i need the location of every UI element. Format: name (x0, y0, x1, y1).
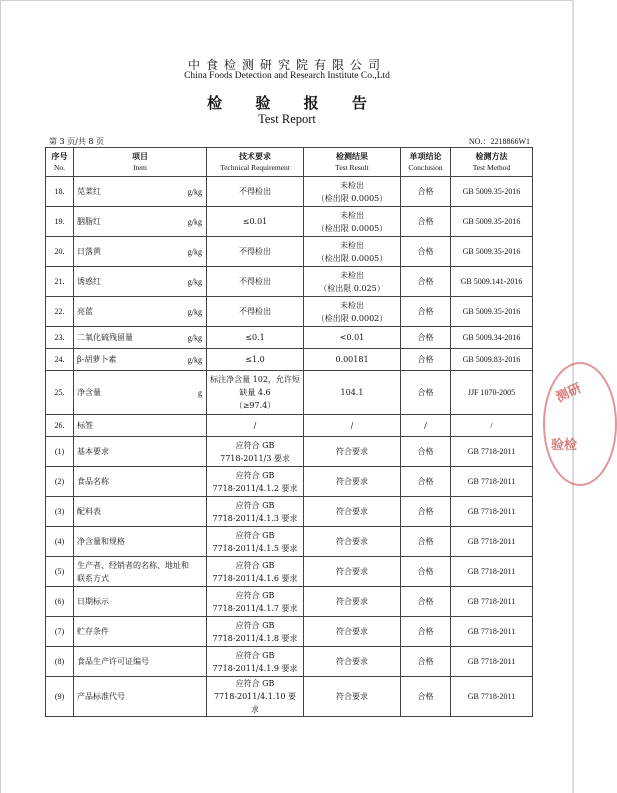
item-name: 产品标准代号 (77, 692, 125, 701)
result-cell (304, 557, 401, 587)
requirement-text-line2: 7718-2011/4.1.2 要求 (212, 483, 298, 493)
table-row (46, 677, 533, 717)
test-method-text: GB 7718-2011 (467, 657, 516, 666)
item-name: 基本要求 (77, 447, 109, 456)
row-number: 25. (54, 388, 65, 397)
requirement-text: 应符合 GB (235, 590, 275, 600)
conclusion-text: / (424, 421, 427, 430)
item-name: 贮存条件 (77, 627, 109, 636)
row-number: 21. (54, 277, 65, 286)
requirement-cell (207, 527, 304, 557)
item-cell (74, 467, 207, 497)
result-text: 104.1 (340, 388, 364, 397)
conclusion-cell (401, 371, 451, 415)
requirement-text: 应符合 GB (235, 440, 275, 450)
test-method-text: GB 7718-2011 (467, 537, 516, 546)
method-cell (451, 237, 533, 267)
test-method-text: GB 7718-2011 (467, 597, 516, 606)
row-number: (4) (54, 537, 65, 546)
conclusion-text: 合格 (417, 277, 434, 286)
detection-limit-text: （检出限 0.0005） (316, 253, 388, 263)
result-cell (304, 587, 401, 617)
row-number: (6) (54, 597, 65, 606)
item-name-line2: 联系方式 (77, 573, 109, 583)
table-row (46, 647, 533, 677)
method-cell (451, 415, 533, 437)
table-row (46, 557, 533, 587)
requirement-text: ≤0.1 (245, 333, 265, 342)
page-border-top (0, 0, 574, 1)
conclusion-text: 合格 (417, 247, 434, 256)
table-row (46, 237, 533, 267)
row-number: (1) (54, 447, 65, 456)
result-text: 未检出 (340, 180, 364, 190)
test-results-table (45, 147, 533, 717)
item-name: 生产者、经销者的名称、地址和 (77, 560, 189, 570)
test-method-text: GB 5009.141-2016 (460, 277, 523, 286)
test-method-text: GB 5009.35-2016 (462, 187, 521, 196)
item-cell (74, 677, 207, 717)
item-unit: g/kg (187, 277, 202, 286)
column-header-item: 项目 Item (74, 148, 207, 177)
result-cell (304, 437, 401, 467)
requirement-text: 标注净含量 102，允许短 (210, 375, 300, 384)
detection-limit-text: （检出限 0.0005） (316, 223, 388, 233)
row-number: 19. (54, 217, 65, 226)
item-cell (74, 327, 207, 349)
table-row (46, 587, 533, 617)
row-number: (5) (54, 567, 65, 576)
row-number: (3) (54, 507, 65, 516)
requirement-text: 应符合 GB (235, 560, 275, 570)
result-text: 符合要求 (336, 692, 368, 701)
item-cell (74, 297, 207, 327)
row-number-cell (46, 415, 74, 437)
item-cell (74, 237, 207, 267)
item-unit: g/kg (187, 217, 202, 226)
conclusion-cell (401, 527, 451, 557)
requirement-text-line2: 7718-2011/4.1.6 要求 (212, 573, 298, 583)
requirement-text: 不得检出 (239, 247, 271, 256)
row-number-cell (46, 207, 74, 237)
detection-limit-text: （检出限 0.025） (319, 283, 385, 293)
conclusion-text: 合格 (417, 388, 434, 397)
item-cell (74, 497, 207, 527)
conclusion-cell (401, 349, 451, 371)
row-number: (9) (54, 692, 65, 701)
requirement-text: 应符合 GB (235, 679, 275, 688)
row-number-cell (46, 267, 74, 297)
table-row (46, 177, 533, 207)
conclusion-cell (401, 437, 451, 467)
conclusion-cell (401, 647, 451, 677)
table-row (46, 207, 533, 237)
report-title-cn: 检 验 报 告 (207, 94, 381, 112)
table-row (46, 371, 533, 415)
method-cell (451, 267, 533, 297)
requirement-cell (207, 587, 304, 617)
row-number-cell (46, 647, 74, 677)
result-text: 符合要求 (336, 657, 368, 666)
test-method-text: GB 7718-2011 (467, 477, 516, 486)
method-cell (451, 371, 533, 415)
table-row (46, 467, 533, 497)
item-unit: g (198, 388, 202, 397)
table-row (46, 617, 533, 647)
row-number: (7) (54, 627, 65, 636)
row-number: 23. (54, 333, 65, 342)
test-method-text: GB 5009.35-2016 (462, 307, 521, 316)
item-cell (74, 207, 207, 237)
test-method-text: GB 7718-2011 (467, 567, 516, 576)
requirement-text-line2: 缺量 4.6 (239, 388, 271, 397)
result-cell (304, 527, 401, 557)
conclusion-cell (401, 415, 451, 437)
row-number-cell (46, 617, 74, 647)
result-cell (304, 415, 401, 437)
method-cell (451, 467, 533, 497)
item-name: 亮蓝 (77, 307, 93, 316)
conclusion-cell (401, 557, 451, 587)
conclusion-cell (401, 587, 451, 617)
item-name: 食品生产许可证编号 (77, 657, 149, 666)
item-cell (74, 557, 207, 587)
result-cell (304, 371, 401, 415)
test-method-text: GB 7718-2011 (467, 507, 516, 516)
method-cell (451, 177, 533, 207)
item-cell (74, 587, 207, 617)
conclusion-text: 合格 (417, 597, 434, 606)
test-method-text: GB 5009.35-2016 (462, 247, 521, 256)
conclusion-cell (401, 297, 451, 327)
row-number-cell (46, 587, 74, 617)
conclusion-cell (401, 267, 451, 297)
row-number: (2) (54, 477, 65, 486)
result-cell (304, 297, 401, 327)
method-cell (451, 527, 533, 557)
method-cell (451, 677, 533, 717)
requirement-text-line3: （≥97.4） (234, 401, 276, 410)
method-cell (451, 587, 533, 617)
conclusion-cell (401, 327, 451, 349)
result-cell (304, 647, 401, 677)
row-number-cell (46, 177, 74, 207)
result-text: 未检出 (340, 210, 364, 220)
row-number: 26. (54, 421, 65, 430)
conclusion-cell (401, 207, 451, 237)
requirement-cell (207, 437, 304, 467)
requirement-text: 应符合 GB (235, 530, 275, 540)
table-row (46, 415, 533, 437)
conclusion-text: 合格 (417, 657, 434, 666)
test-method-text: GB 7718-2011 (467, 627, 516, 636)
requirement-text-line2: 7718-2011/4.1.10 要求 (213, 692, 297, 714)
conclusion-text: 合格 (417, 477, 434, 486)
result-text: / (350, 421, 354, 430)
test-method-text: GB 5009.35-2016 (462, 217, 521, 226)
method-cell (451, 297, 533, 327)
conclusion-text: 合格 (417, 187, 434, 196)
row-number-cell (46, 371, 74, 415)
result-cell (304, 327, 401, 349)
item-name: 净含量 (77, 388, 101, 397)
test-method-text: JJF 1070-2005 (467, 388, 516, 397)
result-cell (304, 467, 401, 497)
item-unit: g/kg (187, 333, 202, 342)
row-number: 18. (54, 187, 65, 196)
item-name: 诱惑红 (77, 277, 101, 286)
test-method-text: GB 5009.34-2016 (462, 333, 521, 342)
conclusion-text: 合格 (417, 627, 434, 636)
detection-limit-text: （检出限 0.0005） (316, 193, 388, 203)
institute-name-cn: 中食检测研究院有限公司 (187, 58, 386, 72)
row-number: 20. (54, 247, 65, 256)
table-row (46, 267, 533, 297)
item-cell (74, 267, 207, 297)
requirement-text-line2: 7718-2011/4.1.7 要求 (212, 603, 298, 613)
result-text: 符合要求 (336, 507, 368, 516)
table-row (46, 497, 533, 527)
requirement-text: 应符合 GB (235, 620, 275, 630)
requirement-text-line2: 7718-2011/4.1.8 要求 (212, 633, 298, 643)
table-header-row (46, 148, 533, 177)
official-seal-stamp: 测研 验检 (543, 362, 617, 486)
requirement-text-line2: 7718-2011/3 要求 (220, 453, 290, 463)
item-unit: g/kg (187, 187, 202, 196)
item-cell (74, 647, 207, 677)
result-text: <0.01 (339, 333, 365, 342)
item-name: 日期标示 (77, 597, 109, 606)
conclusion-cell (401, 467, 451, 497)
requirement-text: 不得检出 (239, 277, 271, 286)
item-name: 配料表 (77, 507, 101, 516)
method-cell (451, 327, 533, 349)
item-cell (74, 415, 207, 437)
requirement-cell (207, 267, 304, 297)
item-unit: g/kg (187, 247, 202, 256)
method-cell (451, 207, 533, 237)
item-unit: g/kg (187, 355, 202, 364)
conclusion-text: 合格 (417, 217, 434, 226)
conclusion-text: 合格 (417, 537, 434, 546)
result-text: 符合要求 (336, 597, 368, 606)
result-cell (304, 497, 401, 527)
item-name: 食品名称 (77, 477, 109, 486)
conclusion-cell (401, 497, 451, 527)
item-name: 净含量和规格 (77, 537, 125, 546)
conclusion-cell (401, 177, 451, 207)
requirement-text: 不得检出 (239, 187, 271, 196)
item-name: β-胡萝卜素 (77, 355, 117, 364)
requirement-text: 应符合 GB (235, 650, 275, 660)
item-name: 二氧化硫残留量 (77, 333, 133, 342)
requirement-text: 应符合 GB (235, 500, 275, 510)
requirement-cell (207, 327, 304, 349)
result-cell (304, 677, 401, 717)
column-header-requirement: 技术要求 Technical Requirement (207, 148, 304, 177)
row-number-cell (46, 437, 74, 467)
item-cell (74, 177, 207, 207)
result-cell (304, 349, 401, 371)
table-row (46, 297, 533, 327)
column-header-result: 检测结果 Test Result (304, 148, 401, 177)
requirement-cell (207, 207, 304, 237)
requirement-cell (207, 237, 304, 267)
requirement-text-line2: 7718-2011/4.1.9 要求 (212, 663, 298, 673)
result-text: 符合要求 (336, 567, 368, 576)
conclusion-text: 合格 (417, 333, 434, 342)
conclusion-text: 合格 (417, 567, 434, 576)
test-method-text: GB 5009.83-2016 (462, 355, 521, 364)
result-cell (304, 617, 401, 647)
result-cell (304, 207, 401, 237)
method-cell (451, 617, 533, 647)
requirement-text: ≤0.01 (242, 217, 268, 226)
row-number-cell (46, 677, 74, 717)
item-cell (74, 371, 207, 415)
conclusion-cell (401, 617, 451, 647)
column-header-conclusion: 单项结论 Conclusion (401, 148, 451, 177)
result-text: 符合要求 (336, 537, 368, 546)
table-row (46, 437, 533, 467)
result-text: 未检出 (340, 240, 364, 250)
requirement-cell (207, 647, 304, 677)
test-method-text: / (490, 421, 493, 430)
item-name: 胭脂红 (77, 217, 101, 226)
requirement-text: ≤1.0 (245, 355, 265, 364)
detection-limit-text: （检出限 0.0002） (316, 313, 388, 323)
column-header-method: 检测方法 Test Method (451, 148, 533, 177)
requirement-cell (207, 677, 304, 717)
requirement-cell (207, 349, 304, 371)
item-unit: g/kg (187, 307, 202, 316)
requirement-text-line2: 7718-2011/4.1.3 要求 (212, 513, 298, 523)
table-row (46, 349, 533, 371)
row-number: (8) (54, 657, 65, 666)
method-cell (451, 557, 533, 587)
result-cell (304, 237, 401, 267)
conclusion-text: 合格 (417, 307, 434, 316)
institute-name-en: China Foods Detection and Research Institute Co.,Ltd (184, 71, 390, 81)
item-cell (74, 437, 207, 467)
conclusion-cell (401, 237, 451, 267)
item-cell (74, 527, 207, 557)
row-number-cell (46, 467, 74, 497)
item-cell (74, 349, 207, 371)
row-number: 22. (54, 307, 65, 316)
test-method-text: GB 7718-2011 (467, 447, 516, 456)
conclusion-text: 合格 (417, 692, 434, 701)
result-cell (304, 177, 401, 207)
result-cell (304, 267, 401, 297)
requirement-cell (207, 177, 304, 207)
requirement-text-line2: 7718-2011/4.1.5 要求 (212, 543, 298, 553)
requirement-cell (207, 497, 304, 527)
report-number: NO.：2218866W1 (468, 137, 530, 146)
method-cell (451, 647, 533, 677)
requirement-cell (207, 297, 304, 327)
row-number-cell (46, 527, 74, 557)
requirement-text: 不得检出 (239, 307, 271, 316)
result-text: 0.00181 (335, 355, 369, 364)
result-text: 符合要求 (336, 447, 368, 456)
conclusion-text: 合格 (417, 355, 434, 364)
report-title-en: Test Report (258, 112, 316, 126)
requirement-text: / (253, 421, 257, 430)
row-number-cell (46, 327, 74, 349)
page-number: 第 3 页/共 8 页 (49, 137, 105, 146)
test-method-text: GB 7718-2011 (467, 692, 516, 701)
conclusion-text: 合格 (417, 507, 434, 516)
row-number: 24. (54, 355, 65, 364)
result-text: 未检出 (340, 270, 364, 280)
requirement-cell (207, 371, 304, 415)
result-text: 符合要求 (336, 627, 368, 636)
row-number-cell (46, 349, 74, 371)
method-cell (451, 497, 533, 527)
row-number-cell (46, 297, 74, 327)
row-number-cell (46, 557, 74, 587)
row-number-cell (46, 237, 74, 267)
table-row (46, 327, 533, 349)
item-name: 标签 (77, 421, 93, 430)
requirement-cell (207, 415, 304, 437)
result-text: 未检出 (340, 300, 364, 310)
requirement-cell (207, 617, 304, 647)
conclusion-text: 合格 (417, 447, 434, 456)
row-number-cell (46, 497, 74, 527)
item-name: 苋菜红 (77, 187, 101, 196)
method-cell (451, 437, 533, 467)
method-cell (451, 349, 533, 371)
requirement-cell (207, 467, 304, 497)
column-header-no: 序号 No. (46, 148, 74, 177)
item-cell (74, 617, 207, 647)
requirement-text: 应符合 GB (235, 470, 275, 480)
table-row (46, 527, 533, 557)
conclusion-cell (401, 677, 451, 717)
item-name: 日落黄 (77, 247, 101, 256)
result-text: 符合要求 (336, 477, 368, 486)
requirement-cell (207, 557, 304, 587)
